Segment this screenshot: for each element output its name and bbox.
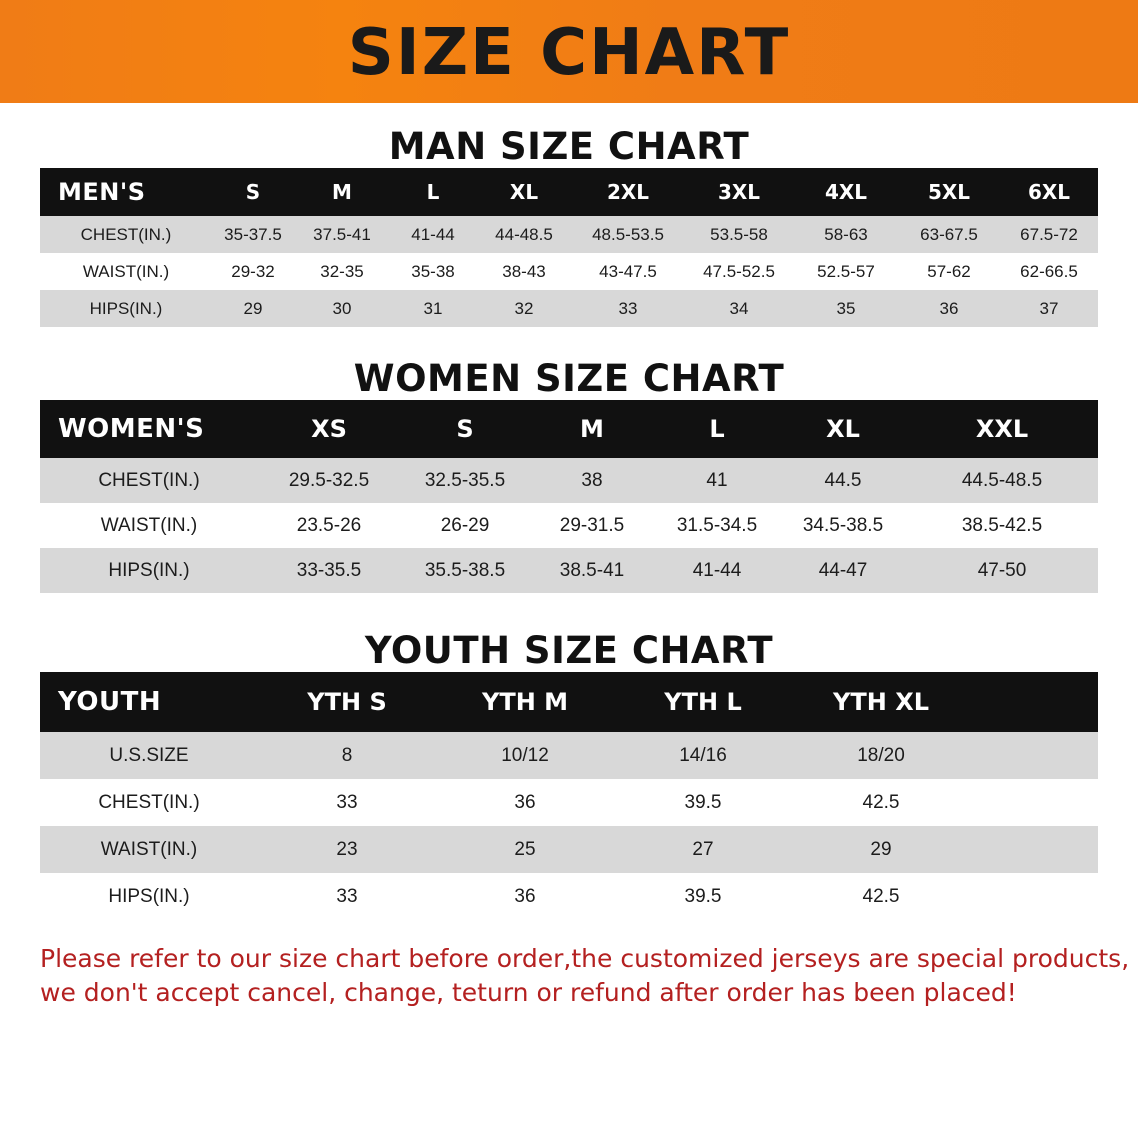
banner-title: SIZE CHART: [347, 15, 791, 90]
table-row: [40, 779, 1098, 826]
youth-header-cell-0: YOUTH: [40, 672, 258, 732]
men-cell-1-7: 57-62: [898, 253, 1000, 290]
women-cell-2-5: 47-50: [906, 548, 1098, 593]
women-header-cell-3: M: [530, 400, 654, 458]
women-row-label-0: CHEST(IN.): [40, 458, 258, 503]
women-cell-0-2: 38: [530, 458, 654, 503]
youth-header-cell-2: YTH M: [436, 672, 614, 732]
men-cell-0-5: 53.5-58: [684, 216, 794, 253]
women-cell-0-1: 32.5-35.5: [400, 458, 530, 503]
youth-cell-1-3: 42.5: [792, 779, 970, 826]
youth-size-table: [40, 672, 1098, 920]
women-cell-2-0: 33-35.5: [258, 548, 400, 593]
youth-cell-0-blank: [970, 732, 1098, 779]
youth-cell-3-blank: [970, 873, 1098, 920]
women-cell-1-0: 23.5-26: [258, 503, 400, 548]
men-header-cell-8: 5XL: [898, 168, 1000, 216]
disclaimer-note: [40, 942, 1130, 1010]
women-size-table: [40, 400, 1098, 593]
youth-cell-2-2: 27: [614, 826, 792, 873]
women-row-label-2: HIPS(IN.): [40, 548, 258, 593]
men-header-cell-4: XL: [476, 168, 572, 216]
table-row: [40, 216, 1098, 253]
disclaimer-line-1: Please refer to our size chart before order,the customized jerseys are special products,: [40, 944, 1130, 973]
men-header-cell-3: L: [390, 168, 476, 216]
men-cell-1-2: 35-38: [390, 253, 476, 290]
women-cell-0-0: 29.5-32.5: [258, 458, 400, 503]
youth-row-label-1: CHEST(IN.): [40, 779, 258, 826]
table-row: [40, 253, 1098, 290]
men-header-cell-1: S: [212, 168, 294, 216]
youth-table-wrap: [40, 672, 1098, 920]
men-cell-2-0: 29: [212, 290, 294, 327]
table-row: [40, 503, 1098, 548]
table-row: [40, 548, 1098, 593]
table-row: [40, 732, 1098, 779]
men-cell-0-7: 63-67.5: [898, 216, 1000, 253]
men-header-cell-6: 3XL: [684, 168, 794, 216]
man-table-wrap: [40, 168, 1098, 327]
women-header-cell-6: XXL: [906, 400, 1098, 458]
women-cell-2-1: 35.5-38.5: [400, 548, 530, 593]
youth-row-label-2: WAIST(IN.): [40, 826, 258, 873]
youth-cell-1-0: 33: [258, 779, 436, 826]
youth-header-cell-3: YTH L: [614, 672, 792, 732]
table-row: [40, 458, 1098, 503]
men-header-cell-2: M: [294, 168, 390, 216]
men-cell-2-7: 36: [898, 290, 1000, 327]
women-header-cell-2: S: [400, 400, 530, 458]
men-size-table: [40, 168, 1098, 327]
youth-cell-2-1: 25: [436, 826, 614, 873]
men-cell-1-4: 43-47.5: [572, 253, 684, 290]
women-cell-1-1: 26-29: [400, 503, 530, 548]
youth-cell-3-3: 42.5: [792, 873, 970, 920]
youth-cell-2-3: 29: [792, 826, 970, 873]
men-cell-2-2: 31: [390, 290, 476, 327]
women-row-label-1: WAIST(IN.): [40, 503, 258, 548]
men-cell-2-3: 32: [476, 290, 572, 327]
youth-header-row: [40, 672, 1098, 732]
men-row-label-0: CHEST(IN.): [40, 216, 212, 253]
women-header-row: [40, 400, 1098, 458]
men-header-cell-0: MEN'S: [40, 168, 212, 216]
banner: [0, 0, 1138, 103]
women-header-cell-0: WOMEN'S: [40, 400, 258, 458]
youth-cell-3-2: 39.5: [614, 873, 792, 920]
men-header-cell-5: 2XL: [572, 168, 684, 216]
men-cell-2-4: 33: [572, 290, 684, 327]
youth-section-title: YOUTH SIZE CHART: [364, 629, 774, 672]
women-cell-0-5: 44.5-48.5: [906, 458, 1098, 503]
youth-header-cell-4: YTH XL: [792, 672, 970, 732]
men-cell-1-0: 29-32: [212, 253, 294, 290]
men-cell-0-6: 58-63: [794, 216, 898, 253]
men-row-label-1: WAIST(IN.): [40, 253, 212, 290]
youth-cell-2-blank: [970, 826, 1098, 873]
men-cell-0-8: 67.5-72: [1000, 216, 1098, 253]
women-cell-1-3: 31.5-34.5: [654, 503, 780, 548]
men-header-cell-9: 6XL: [1000, 168, 1098, 216]
youth-header-cell-blank: [970, 672, 1098, 732]
youth-row-label-3: HIPS(IN.): [40, 873, 258, 920]
men-cell-1-6: 52.5-57: [794, 253, 898, 290]
man-section-title: MAN SIZE CHART: [388, 125, 750, 168]
women-cell-1-2: 29-31.5: [530, 503, 654, 548]
youth-header-cell-1: YTH S: [258, 672, 436, 732]
men-cell-1-3: 38-43: [476, 253, 572, 290]
women-header-cell-5: XL: [780, 400, 906, 458]
youth-cell-0-3: 18/20: [792, 732, 970, 779]
women-cell-2-2: 38.5-41: [530, 548, 654, 593]
youth-row-label-0: U.S.SIZE: [40, 732, 258, 779]
men-cell-1-8: 62-66.5: [1000, 253, 1098, 290]
men-cell-0-0: 35-37.5: [212, 216, 294, 253]
women-cell-0-4: 44.5: [780, 458, 906, 503]
women-section-title: WOMEN SIZE CHART: [353, 357, 785, 400]
men-cell-2-8: 37: [1000, 290, 1098, 327]
women-cell-2-4: 44-47: [780, 548, 906, 593]
table-row: [40, 290, 1098, 327]
men-cell-1-1: 32-35: [294, 253, 390, 290]
youth-cell-1-blank: [970, 779, 1098, 826]
men-cell-0-1: 37.5-41: [294, 216, 390, 253]
men-cell-2-5: 34: [684, 290, 794, 327]
youth-cell-0-1: 10/12: [436, 732, 614, 779]
women-cell-1-5: 38.5-42.5: [906, 503, 1098, 548]
men-header-cell-7: 4XL: [794, 168, 898, 216]
men-cell-0-2: 41-44: [390, 216, 476, 253]
table-row: [40, 826, 1098, 873]
disclaimer-line-2: we don't accept cancel, change, teturn or refund after order has been placed!: [40, 977, 1017, 1007]
table-row: [40, 873, 1098, 920]
women-cell-1-4: 34.5-38.5: [780, 503, 906, 548]
men-cell-2-6: 35: [794, 290, 898, 327]
women-cell-0-3: 41: [654, 458, 780, 503]
youth-cell-1-2: 39.5: [614, 779, 792, 826]
men-cell-0-3: 44-48.5: [476, 216, 572, 253]
men-row-label-2: HIPS(IN.): [40, 290, 212, 327]
youth-cell-2-0: 23: [258, 826, 436, 873]
men-cell-2-1: 30: [294, 290, 390, 327]
women-cell-2-3: 41-44: [654, 548, 780, 593]
women-table-wrap: [40, 400, 1098, 593]
youth-cell-0-0: 8: [258, 732, 436, 779]
youth-cell-0-2: 14/16: [614, 732, 792, 779]
men-header-row: [40, 168, 1098, 216]
men-cell-0-4: 48.5-53.5: [572, 216, 684, 253]
youth-cell-3-1: 36: [436, 873, 614, 920]
women-header-cell-1: XS: [258, 400, 400, 458]
men-cell-1-5: 47.5-52.5: [684, 253, 794, 290]
youth-cell-1-1: 36: [436, 779, 614, 826]
women-header-cell-4: L: [654, 400, 780, 458]
youth-cell-3-0: 33: [258, 873, 436, 920]
